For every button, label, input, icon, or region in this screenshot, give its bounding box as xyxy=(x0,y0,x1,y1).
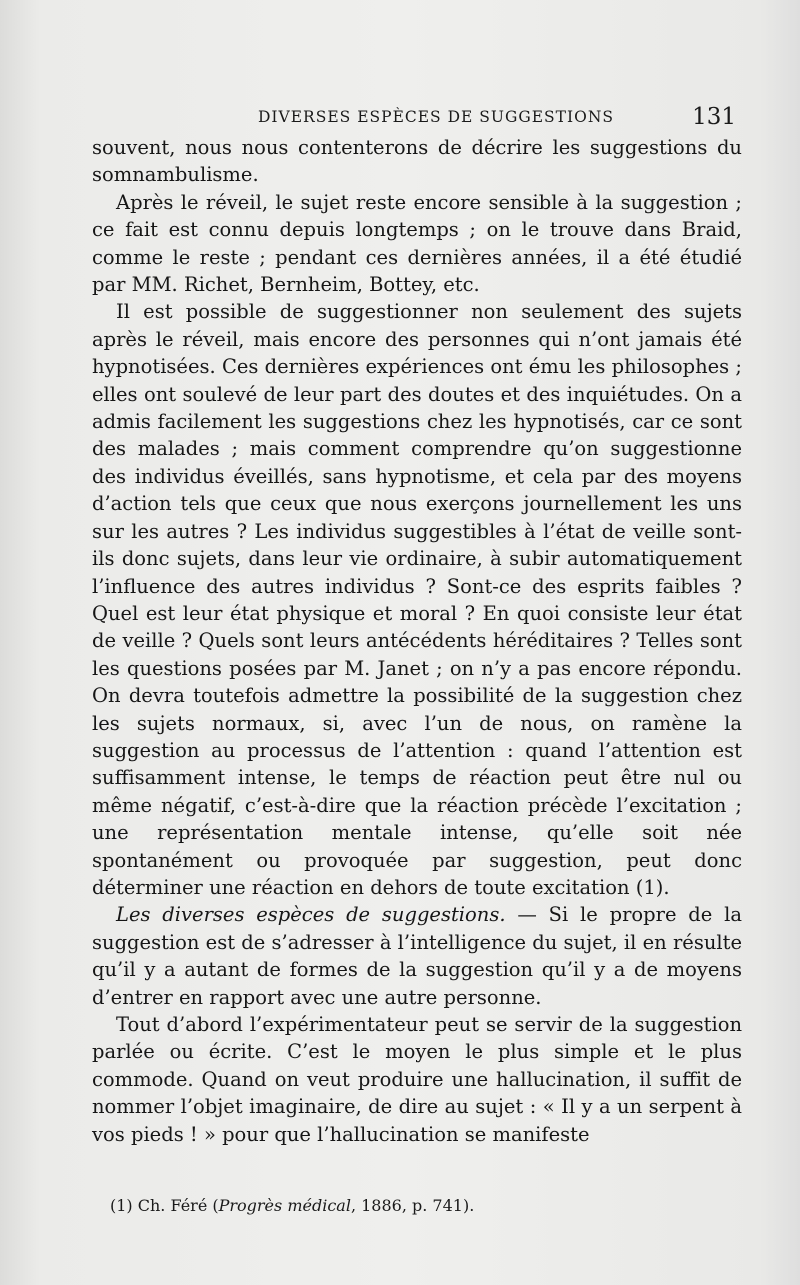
footnote-mark: (1) Ch. Féré ( xyxy=(110,1196,219,1215)
footnote xyxy=(110,1196,474,1215)
footnote-rest: , 1886, p. 741). xyxy=(350,1196,475,1215)
paragraph-4-text: — Si le propre de la suggestion est de s’adresser à l’intelligence du sujet, il en résulte qu’il y a autant de formes de la suggestion qu’il y a de moyens d’entrer en rapport avec une autre personne. xyxy=(92,903,742,1009)
paragraph-4 xyxy=(92,901,742,1011)
page-number: 131 xyxy=(692,104,736,130)
paragraph-5: Tout d’abord l’expérimentateur peut se servir de la suggestion parlée ou écrite. C’est le moyen le plus simple et le plus commode. Quand on veut produire une hallucination, il suffit de nommer l’objet imaginaire, de dire au sujet : « Il y a un serpent à vos pieds ! » pour que l’hallucination se manifeste xyxy=(92,1013,742,1146)
paragraph-2: Après le réveil, le sujet reste encore sensible à la suggestion ; ce fait est connu depuis longtemps ; on le trouve dans Braid, comme le reste ; pendant ces dernières années, il a été étudié par MM. Richet, Bernheim, Bottey, etc. xyxy=(92,190,742,297)
section-heading-italic: Les diverses espèces de suggestions. xyxy=(116,903,506,927)
paragraph-3: Il est possible de suggestionner non seulement des sujets après le réveil, mais encore des personnes qui n’ont jamais été hypnotisées. Ces dernières expériences ont ému les philosophes ; elles ont soulevé de leur part des doutes et des inquiétudes. On a admis facilement les suggestions chez les hypnotisés, car ce sont des malades ; mais comment comprendre qu’on suggestionne des individus éveillés, sans hypnotisme, et cela par des moyens d’action tels que ceux que nous exerçons journellement les uns sur les autres ? Les individus suggestibles à l’état de veille sont-ils donc sujets, dans leur vie ordinaire, à subir automatiquement l’influence des autres individus ? Sont-ce des esprits faibles ? Quel est leur état physique et moral ? En quoi consiste leur état de veille ? Quels sont leurs antécédents héréditaires ? Telles sont les questions posées par M. Janet ; on n’y a pas encore répondu. On devra toutefois admettre la possibilité de la suggestion chez les sujets normaux, si, avec l’un de nous, on ramène la suggestion au processus de l’attention : quand l’attention est suffisamment intense, le temps de réaction peut être nul ou même négatif, c’est-à-dire que la réaction précède l’excitation ; une représentation mentale intense, qu’elle soit née spontanément ou provoquée par suggestion, peut donc déterminer une réaction en dehors de toute excitation (1). xyxy=(92,300,742,899)
paragraph-1: souvent, nous nous contenterons de décrire les suggestions du somnambulisme. xyxy=(92,136,742,187)
footnote-journal: Progrès médical xyxy=(218,1196,351,1215)
running-head: DIVERSES ESPÈCES DE SUGGESTIONS xyxy=(258,108,615,126)
body-text xyxy=(92,134,742,1148)
